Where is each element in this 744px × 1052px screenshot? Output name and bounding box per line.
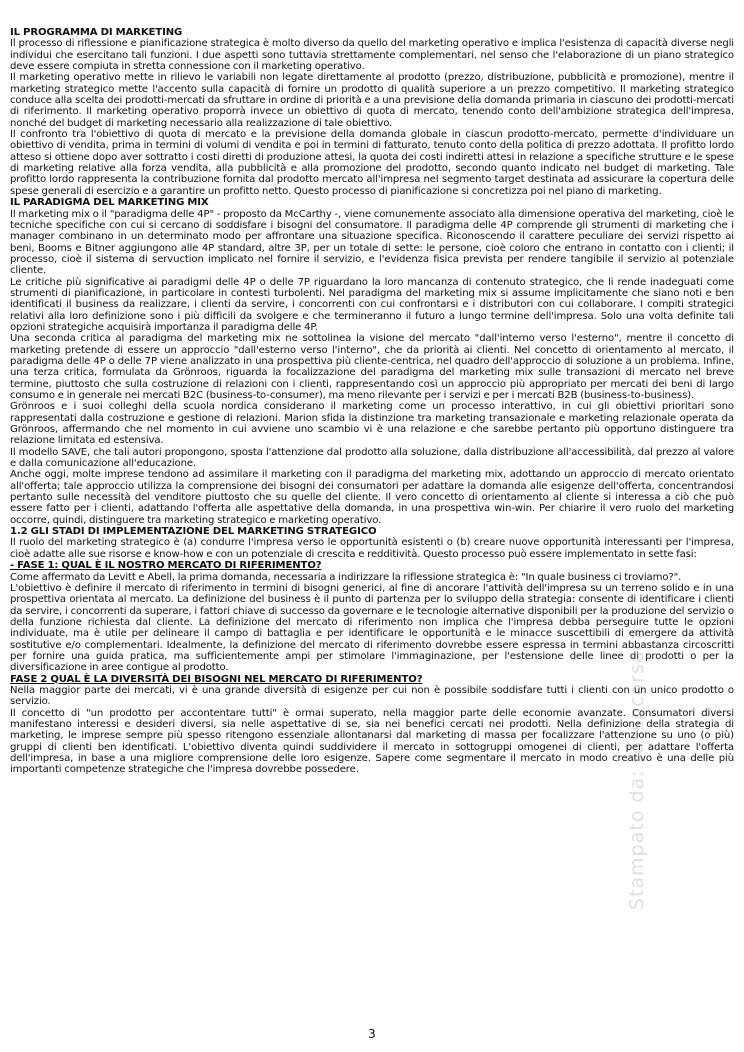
paragraph: Le critiche più significative ai paradigmi delle 4P o delle 7P riguardano la loro mancanza di contenuto strategico, che li rende inadeguati come strumenti di pianificazione, in particolare in contesti turbolenti. Nel paradigma del marketing mix si assume implicitamente che siano noti e ben identificati il business da realizzare, i clienti da servire, i concorrenti con cui confrontarsi e i distributori con cui collaborare. I compiti strategici relativi alla loro definizione sono i più difficili da svolgere e che termineranno il futuro a lungo termine dell'impresa. Solo una volta definite tali opzioni strategiche acquisirà importanza il paradigma delle 4P. (10, 276, 734, 333)
paragraph: Grönroos e i suoi colleghi della scuola nordica considerano il marketing come un processo interattivo, in cui gli obiettivi prioritari sono rappresentati dalla costruzione e gestione di relazioni. Marion sfida la distinzione tra marketing transazionale e marketing relazionale operata da Grönroos, affermando che nel momento in cui avviene uno scambio vi è una relazione e che sarebbe pertanto più opportuno distinguere tra relazione limitata ed estensiva. (10, 401, 734, 447)
paragraph: Una seconda critica al paradigma del marketing mix ne sottolinea la visione del mercato "dall'interno verso l'esterno", mentre il concetto di marketing pretende di essere un approccio "dall'esterno verso l'interno", che da priorità ai clienti. Nel concetto di orientamento al mercato, il paradigma delle 4P o delle 7P viene analizzato in una prospettiva più cliente-centrica, nel quadro dell'approccio di soluzione a un problema. Infine, una terza critica, formulata da Grönroos, riguarda la focalizzazione del paradigma del marketing mix sulle transazioni di mercato nel breve termine, piuttosto che sulla costruzione di relazioni con i clienti, rappresentando così un approccio più appropriato per mercati dei beni di largo consumo e in generale nei mercati B2C (business-to-consumer), ma meno rilevante per i servizi e per i mercati B2B (business-to-business). (10, 333, 734, 401)
page-number: 3 (368, 1027, 376, 1041)
section-heading: IL PROGRAMMA DI MARKETING (10, 27, 183, 38)
paragraph: Nella maggior parte dei mercati, vi è una grande diversità di esigenze per cui non è possibile soddisfare tutti i clienti con un unico prodotto o servizio. (10, 684, 734, 708)
paragraph: Il marketing operativo mette in rilievo le variabili non legate direttamente al prodotto (prezzo, distribuzione, pubblicità e promozione), mentre il marketing strategico mette l'accento sulla capacità di fornire un prodotto di qualità superiore a un prezzo competitivo. Il marketing strategico conduce alla scelta dei prodotti-mercati da sfruttare in ordine di priorità e a una previsione della domanda primaria in ciascuno dei prodotti-mercati di riferimento. Il marketing operativo proporrà invece un obiettivo di quota di mercato, tenendo conto dell'ambizione strategica dell'impresa, nonché del budget di marketing necessario alla realizzazione di tale obiettivo. (10, 72, 734, 129)
section-heading: IL PARADIGMA DEL MARKETING MIX (10, 197, 209, 209)
phase-heading: FASE 2 QUAL È LA DIVERSITÀ DEI BISOGNI NEL MERCATO DI RIFERIMENTO? (10, 673, 423, 685)
paragraph: Il ruolo del marketing strategico è (a) condurre l'impresa verso le opportunità esistenti o (b) creare nuove opportunità interessanti per l'impresa, cioè adatte alle sue risorse e know-how e con un potenziale di crescita e redditività. Questo processo può essere implementato in sette fasi: (10, 537, 734, 560)
watermark: Stampato da: rossocorsaca (626, 626, 648, 910)
section-heading: 1.2 GLI STADI DI IMPLEMENTAZIONE DEL MARKETING STRATEGICO (10, 526, 377, 538)
paragraph: Il marketing mix o il "paradigma delle 4P" - proposto da McCarthy -, viene comunemente associato alla dimensione operativa del marketing, cioè le tecniche specifiche con cui si cercano di soddisfare i bisogni del consumatore. Il paradigma delle 4P comprende gli strumenti di marketing che i manager combinano in un determinato modo per affrontare una situazione specifica. Riconoscendo il carattere peculiare dei servizi rispetto ai beni, Booms e Bitner aggiungono alle 4P standard, altre 3P, per un totale di sette: le persone, cioè coloro che entrano in contatto con i clienti; il processo, cioè il sistema di servuction implicato nel fornire il servizio, e l'evidenza fisica prevista per rendere tangibile il servizio al potenziale cliente. (10, 208, 734, 277)
paragraph: Anche oggi, molte imprese tendono ad assimilare il marketing con il paradigma del marketing mix, adottando un approccio di mercato orientato all'offerta; tale approccio utilizza la comprensione dei bisogni dei consumatori per adattare la domanda alle esigenze dell'offerta, concentrandosi pertanto sulle necessità del venditore piuttosto che su quelle del cliente. Il vero concetto di orientamento al cliente si interessa a ciò che può essere fatto per i clienti, adattando l'offerta alle aspettative della domanda, in una prospettiva win-win. Per chiarire il vero ruolo del marketing occorre, quindi, distinguere tra marketing strategico e marketing operativo. (10, 469, 734, 526)
paragraph: Il processo di riflessione e pianificazione strategica è molto diverso da quello del marketing operativo e implica l'esistenza di capacità diverse negli individui che esercitano tali funzioni. I due aspetti sono tuttavia strettamente complementari, nel senso che l'elaborazione di un piano strategico deve essere compiuta in stretta connessione con il marketing operativo. (10, 38, 734, 73)
paragraph: Il modello SAVE, che tali autori propongono, sposta l'attenzione dal prodotto alla soluzione, dalla distribuzione all'accessibilità, dal prezzo al valore e dalla comunicazione all'educazione. (10, 446, 734, 470)
paragraph: Il confronto tra l'obiettivo di quota di mercato e la previsione della domanda globale in ciascun prodotto-mercato, permette d'individuare un obiettivo di vendita, prima in termini di volumi di vendita e poi in termini di fatturato, tenuto conto della politica di prezzo adottata. Il profitto lordo atteso si ottiene dopo aver sottratto i costi diretti di produzione attesi, la quota dei costi indiretti attesi in relazione a specifiche strutture e le spese di marketing relative alla forza vendita, alla pubblicità e alla promozione del prodotto, secondo quanto indicato nel budget di marketing. Tale profitto lordo rappresenta la contribuzione fornita dal prodotto mercato all'impresa nel segmento target destinata ad assicurare la copertura delle spese generali di esercizio e a garantire un profitto netto. Questo processo di pianificazione si concretizza poi nel piano di marketing. (10, 129, 734, 197)
paragraph: L'obiettivo è definire il mercato di riferimento in termini di bisogni generici, al fine di ancorare l'attività dell'impresa su un terreno solido e in una prospettiva orientata al mercato. La definizione del business è il punto di partenza per lo sviluppo della strategia: consente di identificare i clienti da servire, i concorrenti da superare, i fattori chiave di successo da governare e le tecnologie alternative disponibili per la produzione del servizio o della funzione richiesta dal cliente. La definizione del mercato di riferimento non implica che l'impresa debba perseguire tutte le opzioni individuate, ma è utile per delineare il campo di battaglia e per identificare le opportunità e le minacce suscettibili di emergere da attività sostitutive e/o complementari. Idealmente, la definizione del mercato di riferimento dovrebbe essere espressa in termini abbastanza circoscritti per fornire una guida pratica, ma sufficientemente ampi per stimolare l'immaginazione, per l'estensione delle linee di prodotti o per la diversificazione in aree contigue al prodotto. (10, 582, 734, 674)
paragraph: Il concetto di "un prodotto per accontentare tutti" è ormai superato, nella maggior parte delle economie avanzate. Consumatori diversi manifestano interessi e desideri diversi, sia nelle aspettative di se, sia nei benefici cercati nei prodotti. Nella definizione della strategia di marketing, le imprese sempre più spesso ritengono essenziale allontanarsi dal marketing di massa per focalizzare l'attenzione su uno (o più) gruppi di clienti ben identificati. L'obiettivo diventa quindi suddividere il mercato in sottogruppi omogenei di clienti, per adattare l'offerta dell'impresa, in base a una migliore comprensione delle loro esigenze. Sapere come segmentare il mercato in modo creativo è una delle più importanti competenze strategiche che l'impresa dovrebbe possedere. (10, 707, 734, 776)
paragraph: Come affermato da Levitt e Abell, la prima domanda, necessaria a indirizzare la riflessione strategica è: "In quale business ci troviamo?". (10, 571, 682, 583)
phase-heading: - FASE 1: QUAL È IL NOSTRO MERCATO DI RIFERIMENTO? (10, 560, 322, 572)
